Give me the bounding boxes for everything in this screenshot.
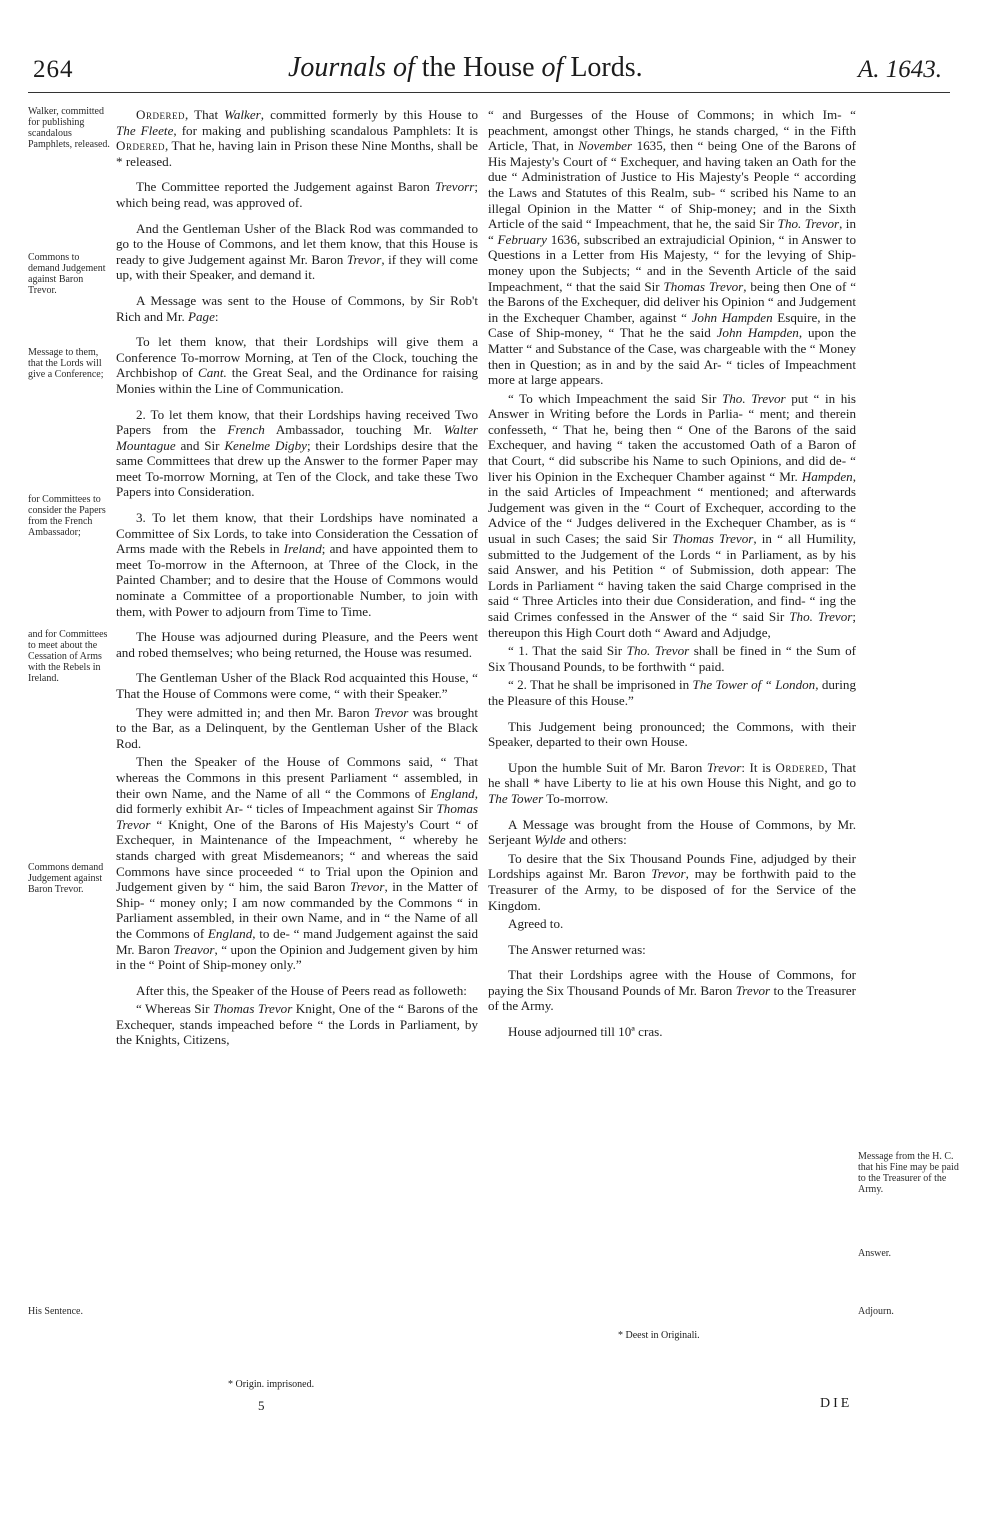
text-run: , “ upon the Opinion and Judgement given by him in the “ Point of Ship-money only.”	[116, 941, 478, 973]
text-run: Esquire, in the Case of Ship-money, “ That he the said	[488, 309, 856, 341]
text-run: Page	[188, 308, 215, 324]
text-run: , in the Matter of Ship- “ money only; I am now commanded by the Commons “ in Parliament assembled, in their own Name, and in “ the Name of all the Commons of	[116, 879, 478, 941]
text-run: The Fleete	[116, 122, 174, 138]
paragraph	[116, 293, 478, 324]
text-run: Thomas Trevor	[663, 278, 744, 294]
text-run: , in the said Articles of Impeachment “ mentioned; and afterwards Judgement was given in the “ Court of Exchequer, according to the Advice of the “ Judges delivered in the Exchequer Chamber, as is “ usual in such Cases; the said Sir	[488, 468, 856, 547]
text-run: the Great Seal, and the Ordinance for raising Monies within the Line of Communication.	[116, 365, 478, 396]
text-run: to the Treasurer of the Army.	[488, 982, 856, 1014]
text-run: “ 2. That he shall be imprisoned in	[508, 677, 693, 693]
text-run: Thomas Trevor	[212, 1001, 293, 1017]
page-number: 264	[33, 56, 74, 83]
paragraph	[116, 407, 478, 501]
text-run: Trevor	[373, 704, 409, 720]
header-rule	[28, 92, 950, 93]
text-run: To let them know, that their Lordships will give them a Conference To-morrow Morning, at Ten of the Clock, touching the Archbishop of	[116, 334, 478, 381]
text-run: shall be fined in “ the Sum of Six Thousand Pounds, to be forthwith “ paid.	[488, 643, 857, 674]
margin-note: and for Committees to meet about the Cessation of Arms with the Rebels in Ireland.	[28, 629, 108, 684]
text-run: Knight, One of the “ Barons of the Exchequer, stands impeached before “ the Lords in Parliament, by the Knights, Citizens,	[116, 1001, 478, 1048]
paragraph	[488, 817, 856, 848]
text-run: Tho. Trevor	[626, 643, 690, 659]
text-run: Tho. Trevor	[789, 609, 853, 624]
text-run: ; which being read, was approved of.	[116, 179, 478, 210]
text-run: ; their Lordships desire that the same Committees that drew up the Answer to the former Paper may meet To-morrow Morning, at Ten of the Clock, and take these Two Papers into Consideration.	[116, 437, 478, 500]
journal-title	[288, 52, 643, 84]
text-run: , for making and publishing scandalous Pamphlets: It is	[173, 122, 479, 138]
text-run: , in “	[488, 216, 856, 247]
text-run: 1636, subscribed an extrajudicial Opinion, “ in Answer to Questions in a Letter from His Majesty, “ for the levying of Ship-money upon the Subjects; “ and in the Seventh Article of the said Impeachment, “ that the said Sir	[488, 231, 856, 294]
text-run: England	[430, 785, 475, 801]
text-run: Wylde	[534, 832, 566, 848]
paragraph	[116, 754, 478, 972]
text-run: was brought to the Bar, as a Delinquent, by the Gentleman Usher of the Black Rod.	[116, 704, 478, 751]
text-run: Thomas Trevor	[116, 801, 478, 832]
text-run: Tho. Trevor	[721, 390, 786, 406]
text-run: That their Lordships agree with the House of Commons, for paying the Six Thousand Pounds of Mr. Baron	[488, 967, 856, 998]
right-column	[488, 107, 856, 1050]
paragraph: Agreed to.	[508, 916, 564, 932]
margin-note: Message from the H. C. that his Fine may be paid to the Treasurer of the Army.	[858, 1151, 959, 1195]
text-run: Tho. Trevor	[777, 216, 840, 232]
paragraph	[488, 677, 856, 708]
text-run: and Sir	[175, 437, 225, 453]
paragraph	[488, 107, 856, 388]
text-run: Cant.	[198, 365, 227, 381]
text-run: Kenelme Digby	[224, 437, 307, 453]
text-run: , to de- “ mand Judgement against the said Mr. Baron	[116, 925, 478, 957]
text-run: Walker	[224, 107, 261, 122]
text-run: They were admitted in; and then Mr. Baron	[136, 704, 374, 720]
left-column	[116, 107, 478, 1058]
text-run: , That	[184, 107, 225, 122]
text-run: “ Whereas Sir	[136, 1001, 213, 1017]
signature-mark: 5	[258, 1398, 265, 1413]
paragraph: House adjourned till 10ª cras.	[508, 1024, 663, 1040]
text-run: , upon the Matter “ and Substance of the Case, was chargeable with the “ Money then in Question; as in and by the said Ar- “ ticles of Impeachment more at large appears.	[488, 325, 857, 388]
text-run: Thomas Trevor	[672, 531, 754, 547]
text-run: , if they will come up, with their Speaker, and demand it.	[116, 251, 478, 283]
text-run: John Hampden	[716, 325, 799, 341]
title-part: of	[393, 52, 415, 83]
text-run: Upon the humble Suit of Mr. Baron	[508, 759, 707, 775]
text-run: Ireland	[283, 541, 322, 557]
paragraph: The House was adjourned during Pleasure, and the Peers went and robed themselves; who being returned, the House was resumed.	[116, 629, 478, 660]
text-run: Ordered	[116, 138, 165, 154]
text-run: Trevorr	[434, 179, 475, 195]
text-run: :	[214, 308, 219, 324]
year: A. 1643.	[857, 56, 942, 83]
paragraph	[116, 1001, 478, 1048]
paragraph	[488, 760, 856, 807]
margin-note: Answer.	[858, 1248, 892, 1259]
paragraph: The Gentleman Usher of the Black Rod acquainted this House, “ That the House of Commons were come, “ with their Speaker.”	[116, 670, 478, 701]
paragraph: After this, the Speaker of the House of Peers read as followeth:	[136, 982, 467, 998]
text-run: 2. To let them know, that their Lordships having received Two Papers from the	[116, 406, 478, 438]
paragraph	[116, 221, 478, 283]
text-run: Trevor	[346, 251, 382, 267]
text-run: Then the Speaker of the House of Commons said, “ That whereas the Commons in this present Parliament “ assembled, in their own Name, and the Name of all “ the Commons of	[116, 754, 478, 801]
text-run: ; thereupon this High Court doth “ Award and Adjudge,	[488, 609, 856, 640]
text-run: and others:	[565, 832, 627, 848]
text-run: Trevor	[350, 879, 385, 895]
text-run: Treavor	[173, 941, 215, 957]
margin-note: Walker, committed for publishing scandalous Pamphlets, released.	[28, 106, 110, 150]
title-part: the	[414, 52, 463, 83]
text-run: , That he shall * have Liberty to lie at his own House this Night, and go to	[488, 759, 856, 791]
text-run: Trevor	[735, 982, 771, 998]
paragraph	[488, 643, 856, 674]
margin-note: His Sentence.	[28, 1306, 83, 1317]
title-part: Lords.	[570, 52, 643, 83]
paragraph	[488, 391, 856, 641]
text-run: A Message was brought from the House of Commons, by Mr. Serjeant	[488, 816, 856, 848]
footnote: * Origin. imprisoned.	[228, 1379, 315, 1390]
text-run: November	[578, 138, 633, 154]
text-run: To desire that the Six Thousand Pounds Fine, adjudged by their Lordships against Mr. Baron	[488, 850, 856, 882]
text-run: And the Gentleman Usher of the Black Rod was commanded to go to the House of Commons, and let them know, that this House is ready to give Judgement against Mr. Baron	[116, 220, 478, 267]
paragraph	[116, 107, 478, 169]
text-run: , committed formerly by this House to	[260, 107, 478, 122]
paragraph	[116, 334, 478, 396]
text-run: England	[207, 925, 253, 941]
text-run: Trevor	[651, 866, 686, 882]
text-run: The Tower	[488, 790, 544, 806]
footnote: * Deest in Originali.	[618, 1330, 700, 1341]
title-part: Journals	[288, 52, 393, 83]
text-run: Hampden	[801, 468, 853, 484]
text-run: put “ in his Answer in Writing before the Lords in Parlia- “ ment; and therein confesseth, “ That he, being then “ One of the Barons of the said Exchequer, and having “ taken the accustomed Oath of a Baron of that Court, “ did subscribe his Name to such Opinions, and did de- “ liver his Opinion in the Exchequer Chamber against “ Mr.	[488, 390, 857, 484]
margin-note: for Committees to consider the Papers from the French Ambassador;	[28, 494, 106, 538]
title-part: House	[463, 52, 535, 83]
text-run: , during the Pleasure of this House.”	[488, 677, 857, 708]
margin-note: Commons to demand Judgement against Baron Trevor.	[28, 252, 106, 296]
text-run: Ambassador, touching Mr.	[264, 422, 444, 438]
text-run: , being then One of “ the Barons of the Exchequer, did deliver his Opinion “ and Judgement in the Exchequer Chamber, against “	[488, 278, 857, 325]
text-run: February	[497, 231, 547, 247]
paragraph	[116, 179, 478, 210]
text-run: French	[227, 422, 265, 438]
text-run: A Message was sent to the House of Commons, by Sir Rob't Rich and Mr.	[116, 292, 478, 324]
paragraph	[116, 705, 478, 752]
title-part: of	[534, 52, 571, 83]
paragraph: The Answer returned was:	[508, 941, 646, 957]
text-run: , may be forthwith paid to the Treasurer of the Army, to be disposed of for the Service of the Kingdom.	[488, 866, 856, 913]
text-run: 1635, then “ being One of the Barons of His Majesty's Court of “ Exchequer, and having taken an Oath for the due “ Administration of Justice to His Majesty's People “ according the Laws and Statutes of this Realm, sub- “ scribed his Name to an illegal Opinion in the Matter “ of Ship-money; and in the Sixth Article of the said “ Impeachment, that he, the said Sir	[488, 138, 856, 232]
margin-note: Message to them, that the Lords will give a Conference;	[28, 347, 104, 380]
text-run: The Committee reported the Judgement against Baron	[136, 179, 435, 195]
text-run: Ordered	[136, 107, 185, 122]
text-run: To-morrow.	[543, 790, 609, 806]
text-run: “ 1. That the said Sir	[508, 643, 627, 659]
paragraph	[116, 510, 478, 619]
text-run: “ Knight, One of the Barons of His Majesty's Court “ of Exchequer, in Maintenance of the Impeachment, “ whereby he stands charged with great Misdemeanors; “ and whereas the said Commons have since proceeded “ to Trial upon the Opinion and Judgement given by “ him, the said Baron	[116, 816, 478, 895]
text-run: , in “ all Humility, submitted to the Judgement of the Lords “ in Parliament, as by his said Answer, and his Petition “ of Submission, doth appear: The Lords in Parliament “ having taken the said Charge comprised in the said “ Three Articles into their due Consideration, and find- “ ing the said Crimes confessed in the Answer of the “ said Sir	[488, 531, 856, 624]
paragraph	[488, 967, 856, 1014]
text-run: Trevor	[706, 759, 742, 775]
text-run: “ To which Impeachment the said Sir	[508, 390, 722, 406]
text-run: ; and have appointed them to meet To-morrow in the Afternoon, at Three of the Clock, in the Painted Chamber; and to desire that the House of Commons would nominate a Committee of a proportionable Number, to join with them, with Power to adjourn from Time to Time.	[116, 541, 478, 619]
text-run: : It is	[741, 759, 776, 775]
catchword: DIE	[820, 1396, 853, 1411]
text-run: Walter Mountague	[116, 422, 479, 453]
text-run: , did formerly exhibit Ar- “ ticles of Impeachment against Sir	[116, 785, 478, 817]
paragraph: This Judgement being pronounced; the Commons, with their Speaker, departed to their own House.	[488, 718, 856, 750]
text-run: “ and Burgesses of the House of Commons; in which Im- “ peachment, amongst other Things, he stands charged, “ in the Fifth Article, That, in	[488, 107, 856, 154]
paragraph	[488, 851, 856, 913]
text-run: John Hampden	[691, 309, 773, 325]
margin-note: Adjourn.	[858, 1306, 894, 1317]
text-run: 3. To let them know, that their Lordships have nominated a Committee of Six Lords, to take into Consideration the Cessation of Arms made with the Rebels in	[116, 510, 478, 557]
margin-note: Commons demand Judgement against Baron Trevor.	[28, 862, 104, 895]
text-run: Ordered	[775, 759, 825, 775]
text-run: , That he, having lain in Prison these Nine Months, shall be * released.	[116, 138, 478, 169]
text-run: The Tower of “ London	[692, 677, 816, 693]
